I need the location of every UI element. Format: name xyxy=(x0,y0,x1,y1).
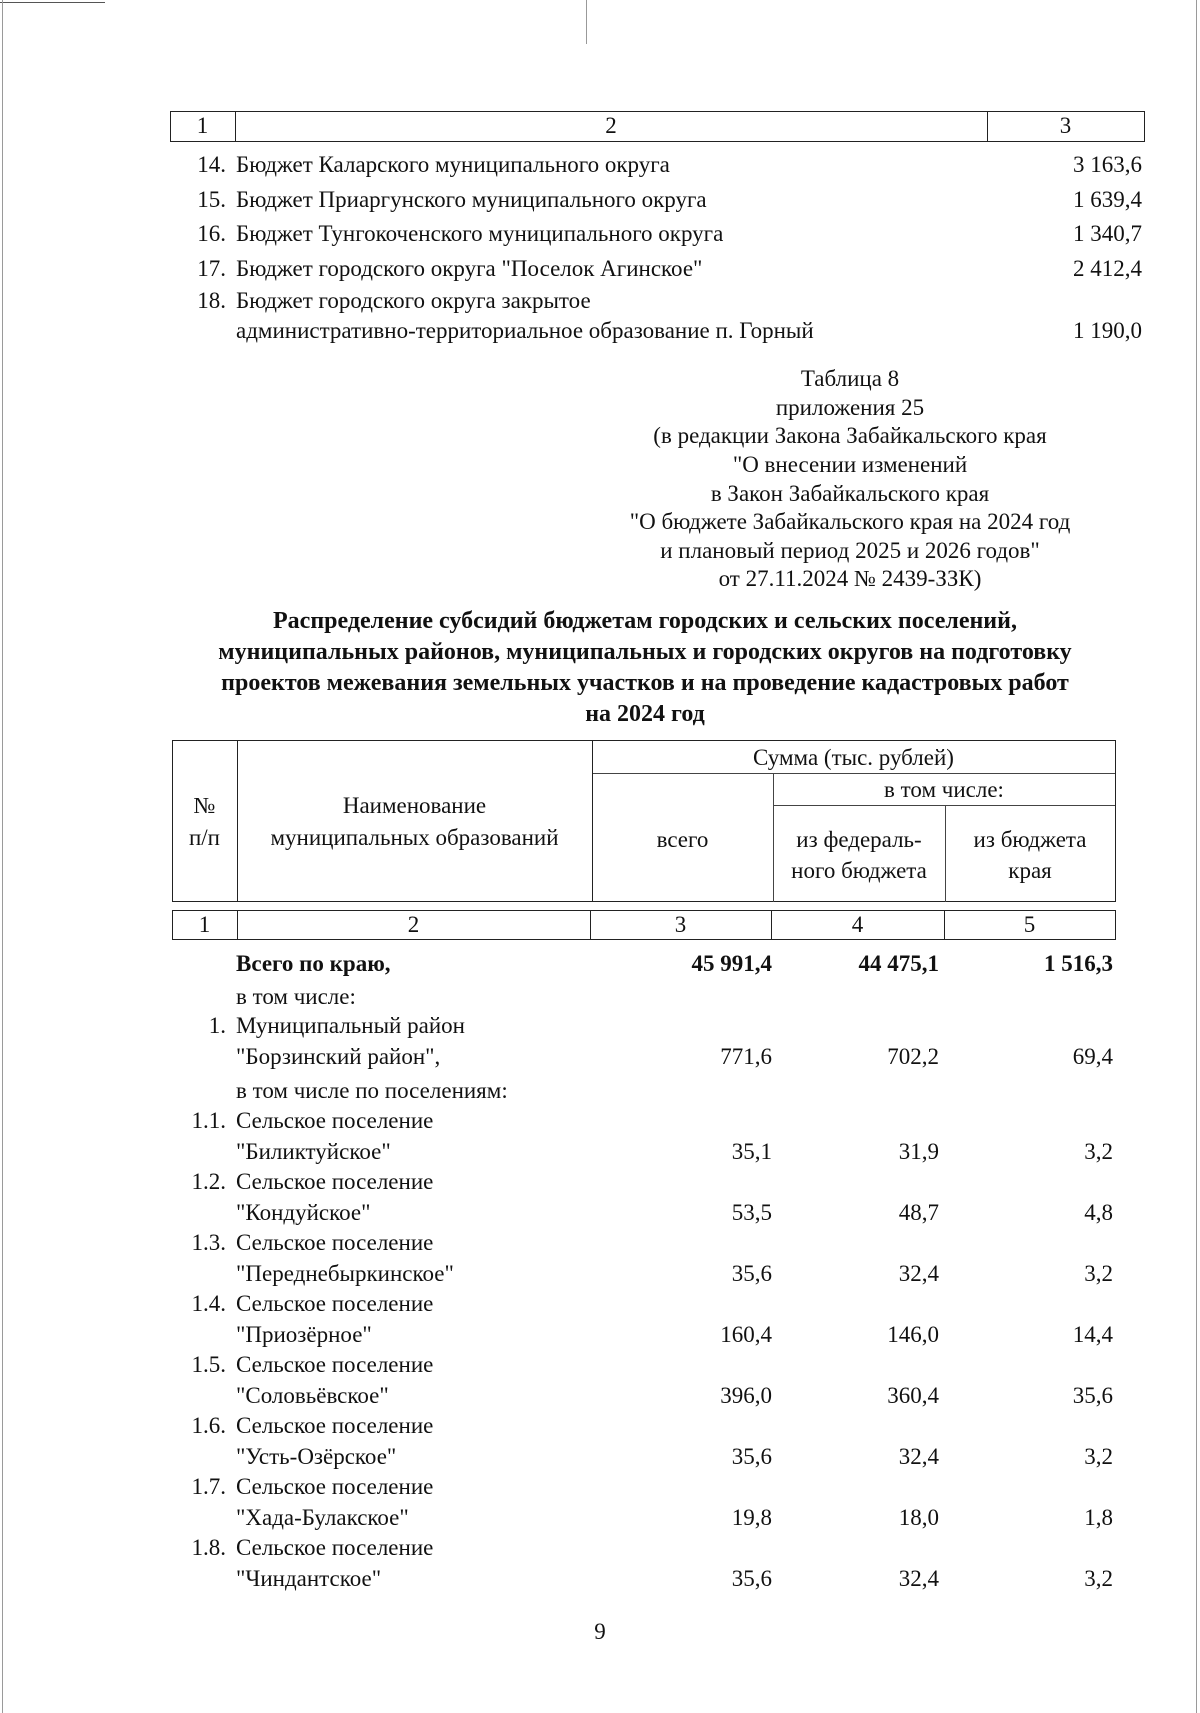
row-value: 2 412,4 xyxy=(1073,256,1142,281)
settlement-federal: 48,7 xyxy=(898,1200,939,1225)
header-federal-line-2: ного бюджета xyxy=(791,858,927,883)
row-value: 1 190,0 xyxy=(1073,318,1142,343)
settlement-type: Сельское поселение xyxy=(236,1169,434,1194)
settlement-total: 35,6 xyxy=(731,1261,772,1286)
row-number: 1.2. xyxy=(191,1169,226,1194)
settlement-type: Сельское поселение xyxy=(236,1352,434,1377)
row-number: 1.4. xyxy=(191,1291,226,1316)
grand-total-federal: 44 475,1 xyxy=(858,951,939,976)
row-number: 14. xyxy=(197,152,226,177)
settlement-type: Сельское поселение xyxy=(236,1413,434,1438)
row-name-line-2: административно-территориальное образование п. Горный xyxy=(236,318,814,343)
row-value: 1 639,4 xyxy=(1073,187,1142,212)
settlement-name: "Биликтуйское" xyxy=(236,1139,391,1164)
settlement-federal: 31,9 xyxy=(898,1139,939,1164)
settlement-federal: 32,4 xyxy=(898,1566,939,1591)
colnum-3: 3 xyxy=(674,912,687,937)
colnum-1: 1 xyxy=(198,912,211,937)
header-border-top xyxy=(172,740,1116,741)
district-region: 69,4 xyxy=(1072,1044,1113,1069)
settlement-name: "Переднебыркинское" xyxy=(236,1261,454,1286)
colnum-border-right xyxy=(1115,910,1116,940)
district-name-line-2: "Борзинский район", xyxy=(236,1044,441,1069)
stamp-line: в Закон Забайкальского края xyxy=(710,481,990,506)
settlement-total: 35,6 xyxy=(731,1566,772,1591)
header-num-line-1: № xyxy=(193,793,216,818)
settlement-federal: 32,4 xyxy=(898,1261,939,1286)
header-border-left xyxy=(172,740,173,902)
row-name: Бюджет городского округа "Поселок Агинское" xyxy=(236,256,703,281)
district-federal: 702,2 xyxy=(887,1044,939,1069)
stamp-line: "О бюджете Забайкальского края на 2024 год xyxy=(629,509,1071,534)
header-divider-num xyxy=(237,740,238,902)
top-table-border-right xyxy=(1144,111,1145,142)
header-region-line-1: из бюджета xyxy=(973,827,1087,852)
row-number: 1.1. xyxy=(191,1108,226,1133)
settlement-type: Сельское поселение xyxy=(236,1230,434,1255)
row-value: 1 340,7 xyxy=(1073,221,1142,246)
colnum-5: 5 xyxy=(1023,912,1036,937)
grand-total-region: 1 516,3 xyxy=(1044,951,1113,976)
settlement-type: Сельское поселение xyxy=(236,1108,434,1133)
header-including: в том числе: xyxy=(884,777,1004,802)
settlement-name: "Приозёрное" xyxy=(236,1322,372,1347)
settlement-total: 53,5 xyxy=(731,1200,772,1225)
row-number: 1.8. xyxy=(191,1535,226,1560)
settlement-name: "Соловьёвское" xyxy=(236,1383,389,1408)
stamp-line: от 27.11.2024 № 2439-ЗЗК) xyxy=(718,566,982,591)
colnum-2: 2 xyxy=(407,912,420,937)
title-line: муниципальных районов, муниципальных и городских округов на подготовку xyxy=(218,639,1072,665)
header-name-line-2: муниципальных образований xyxy=(270,825,559,850)
row-number: 1.6. xyxy=(191,1413,226,1438)
stamp-line: (в редакции Закона Забайкальского края xyxy=(653,423,1047,448)
district-name-line-1: Муниципальный район xyxy=(236,1013,465,1038)
row-name: Бюджет Каларского муниципального округа xyxy=(236,152,670,177)
settlement-name: "Усть-Озёрское" xyxy=(236,1444,397,1469)
settlement-federal: 18,0 xyxy=(898,1505,939,1530)
settlement-type: Сельское поселение xyxy=(236,1291,434,1316)
settlement-region: 1,8 xyxy=(1084,1505,1113,1530)
settlement-total: 35,1 xyxy=(731,1139,772,1164)
scan-center-mark xyxy=(586,0,587,44)
top-table-col-2-header: 2 xyxy=(605,113,617,138)
header-border-right xyxy=(1115,740,1116,902)
top-table-col-1-header: 1 xyxy=(196,113,209,138)
including-label: в том числе: xyxy=(236,984,356,1009)
district-total: 771,6 xyxy=(720,1044,772,1069)
settlement-region: 14,4 xyxy=(1072,1322,1113,1347)
settlement-total: 160,4 xyxy=(720,1322,772,1347)
title-line: Распределение субсидий бюджетам городских и сельских поселений, xyxy=(273,608,1017,634)
colnum-4: 4 xyxy=(851,912,864,937)
settlement-total: 396,0 xyxy=(720,1383,772,1408)
settlement-region: 35,6 xyxy=(1072,1383,1113,1408)
header-sum: Сумма (тыс. рублей) xyxy=(753,745,954,770)
top-table-border-bottom xyxy=(170,141,1145,142)
settlement-type: Сельское поселение xyxy=(236,1474,434,1499)
settlement-name: "Хада-Булакское" xyxy=(236,1505,409,1530)
settlement-type: Сельское поселение xyxy=(236,1535,434,1560)
title-line: проектов межевания земельных участков и на проведение кадастровых работ xyxy=(221,670,1069,696)
row-number: 1.3. xyxy=(191,1230,226,1255)
colnum-border-bottom xyxy=(172,939,1116,940)
header-num-line-2: п/п xyxy=(188,825,220,850)
stamp-line: приложения 25 xyxy=(775,395,925,420)
header-total: всего xyxy=(656,827,709,852)
row-number: 17. xyxy=(197,256,226,281)
header-name-line-1: Наименование xyxy=(342,793,487,818)
settlement-region: 3,2 xyxy=(1084,1139,1113,1164)
settlement-region: 3,2 xyxy=(1084,1261,1113,1286)
row-number: 1. xyxy=(208,1013,226,1038)
top-table-col-3-header: 3 xyxy=(1059,113,1072,138)
header-federal-line-1: из федераль- xyxy=(796,827,922,852)
page-number: 9 xyxy=(594,1619,606,1644)
row-name: Бюджет Тунгокоченского муниципального округа xyxy=(236,221,724,246)
district-sub-label: в том числе по поселениям: xyxy=(236,1078,508,1103)
settlement-name: "Кондуйское" xyxy=(236,1200,371,1225)
settlement-region: 4,8 xyxy=(1084,1200,1113,1225)
header-sum-divider xyxy=(592,773,1116,774)
settlement-federal: 32,4 xyxy=(898,1444,939,1469)
row-number: 16. xyxy=(197,221,226,246)
stamp-line: и плановый период 2025 и 2026 годов" xyxy=(660,538,1040,563)
page-left-edge xyxy=(2,0,3,1713)
page-right-edge xyxy=(1196,0,1197,1713)
settlement-region: 3,2 xyxy=(1084,1444,1113,1469)
grand-total-total: 45 991,4 xyxy=(691,951,772,976)
grand-total-label: Всего по краю, xyxy=(236,951,391,976)
row-name-line-1: Бюджет городского округа закрытое xyxy=(236,288,591,313)
row-number: 15. xyxy=(197,187,226,212)
row-value: 3 163,6 xyxy=(1073,152,1142,177)
stamp-line: "О внесении изменений xyxy=(732,452,968,477)
settlement-federal: 146,0 xyxy=(887,1322,939,1347)
stamp-line: Таблица 8 xyxy=(800,366,900,391)
settlement-total: 19,8 xyxy=(731,1505,772,1530)
header-region-line-2: края xyxy=(1008,858,1052,883)
row-number: 1.5. xyxy=(191,1352,226,1377)
settlement-federal: 360,4 xyxy=(887,1383,939,1408)
settlement-total: 35,6 xyxy=(731,1444,772,1469)
settlement-region: 3,2 xyxy=(1084,1566,1113,1591)
row-number: 1.7. xyxy=(191,1474,226,1499)
scan-edge-mark xyxy=(0,2,105,3)
row-number: 18. xyxy=(197,288,226,313)
header-border-bottom xyxy=(172,901,1116,902)
row-name: Бюджет Приаргунского муниципального округа xyxy=(236,187,707,212)
title-line: на 2024 год xyxy=(585,701,705,727)
settlement-name: "Чиндантское" xyxy=(236,1566,382,1591)
